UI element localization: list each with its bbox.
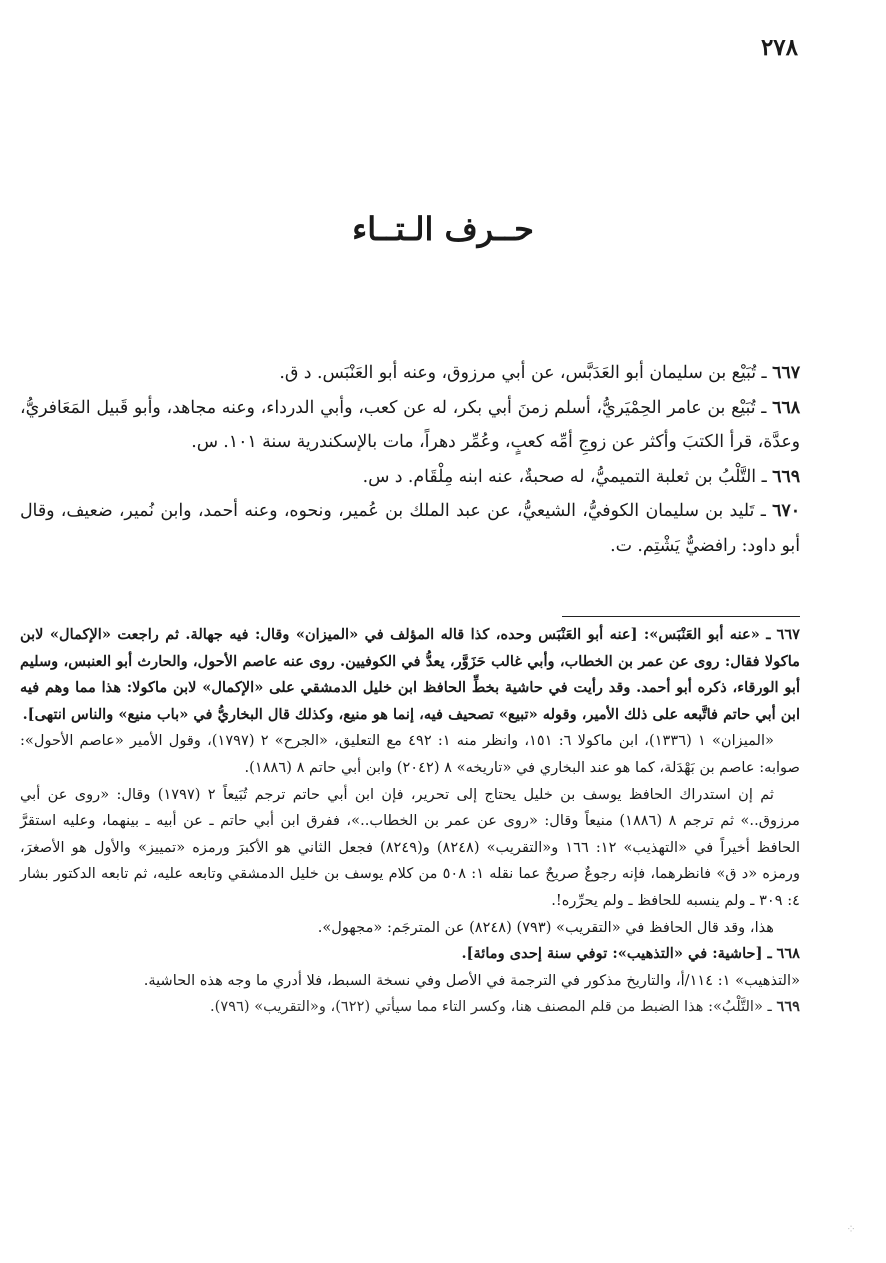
note-667-sources: «الميزان» ١ (١٣٣٦)، ابن ماكولا ٦: ١٥١، وانظر منه ١: ٤٩٢ مع التعليق، «الجرح» ٢ (١٧٩٧)، وقول الأمير «عاصم الأحول»: صوابه: عاصم بن بَهْدَلة، كما هو عند البخاري في «تاريخه» ٨ (٢٠٤٢) وابن أبي حاتم ٨ (١٨٨٦). [20,732,800,776]
note-667-discussion: ثم إن استدراك الحافظ يوسف بن خليل يحتاج إلى تحرير، فإن ابن أبي حاتم ترجم تُبَيعاً ٢ (١٧٩٧) وقال: «روى عن أبي مرزوق..» ثم ترجم ٨ (١٨٨٦) منيعاً وقال: «روى عن عمر بن الخطاب..»، ففرق ابن أبي حاتم ـ عن أبيه ـ بينهما، وعليه استقرَّ الحافظ أخيراً في «التهذيب» ١٢: ١٦٦ و«التقريب» (٨٢٤٨) و(٨٢٤٩) فجعل الثاني هو الأكبرَ ورمزه «تمييز» والأول هو الأصغرَ، ورمزه «د ق» فانظرهما، فإنه رجوعٌ صريحٌ عما نقله ١: ٥٠٨ من كلام يوسف بن خليل الدمشقي وتابعه عليه، ثم تابعه الدكتور بشار ٤: ٣٠٩ ـ ولم ينسبه للحافظ ـ ولم يحرِّره!. [20,785,800,909]
note-669 [20,994,800,1021]
footnote-divider [562,616,800,617]
note-668-head [20,941,800,968]
entry-number: ٦٦٧ [772,363,800,383]
note-text: ـ «التَّلْبُ»: هذا الضبط من قلم المصنف هنا، وكسر التاء مما سيأتي (٦٢٢)، و«التقريب» (٧٩٦). [210,998,772,1016]
entry-text: ـ تَليد بن سليمان الكوفيُّ، الشيعيُّ، عن عبد الملك بن عُمير، ونحوه، وعنه أحمد، وابن نُمير، ضعيف، وقال أبو داود: رافضيٌّ يَشْتِم. ت. [20,501,800,556]
entry-number: ٦٧٠ [772,501,800,522]
note-number: ٦٦٧ [776,626,801,643]
entry-669 [20,460,800,495]
note-bold-text: ـ [حاشية: في «التذهيب»: توفي سنة إحدى ومائة]. [461,945,772,963]
page-number: ٢٧٨ [760,34,798,61]
entry-number: ٦٦٩ [772,466,800,487]
note-667-head [20,622,800,728]
entry-text: ـ تُبَيْع بن عامر الحِمْيَريُّ، أسلم زمنَ أبي بكر، له عن كعب، وأبي الدرداء، وعنه مجاهد، وأبو قَبيل المَعَافريُّ، وعدَّة، قرأ الكتبَ وأكثر عن زوجِ أمِّه كعبٍ، وعُمِّر دهراً، مات بالإسكندرية سنة ١٠١. س. [20,397,800,453]
note-667-conclusion: هذا، وقد قال الحافظ في «التقريب» (٧٩٣) (٨٢٤٨) عن المترجَم: «مجهول». [317,918,774,936]
chapter-title: حــرف الـتــاء [352,210,534,248]
entry-667 [20,356,800,391]
note-bold-text: ـ «عنه أبو العَنْبَس»: [عنه أبو العَنْبَس وحده، كذا قاله المؤلف في «الميزان» وقال: فيه جهالة. ثم راجعت «الإكمال» لابن ماكولا فقال: روى عن عمر بن الخطاب، وأبي غالب حَزَوَّر، يعدُّ في الكوفيين. روى عنه عاصم الأحول، والحارث أبو العنبس، وسليم أبو الورقاء، ذكره أبو أحمد. وقد رأيت في حاشية بخطِّ الحافظ ابن خليل الدمشقي على «الإكمال» لابن ماكولا: هذا مما وهم فيه ابن أبي حاتم فاتَّبعه على ذلك الأمير، وقوله «تبيع» تصحيف فيه، إنما هو منيع، وكذلك قال البخاريُّ في «باب منيع» والناس انتهى]. [20,626,800,723]
entry-text: ـ تُبَيْع بن سليمان أبو العَدَبَّس، عن أبي مرزوق، وعنه أبو العَنْبَس. د ق. [279,363,767,383]
note-number: ٦٦٨ [776,945,800,963]
note-number: ٦٦٩ [776,998,800,1016]
note-668-body: «التذهيب» ١: ١١٤/أ، والتاريخ مذكور في الترجمة في الأصل وفي نسخة السبط، فلا أدري ما وجه هذه الحاشية. [143,971,800,989]
footnotes [20,622,800,1021]
entry-668 [20,391,800,460]
scan-speck: ⁘ [846,1222,857,1236]
entry-number: ٦٦٨ [772,397,800,418]
biographical-entries [20,356,800,564]
entry-text: ـ التَّلْبُ بن ثعلبة التميميُّ، له صحبةٌ، عنه ابنه مِلْقَام. د س. [362,466,767,487]
entry-670 [20,494,800,563]
